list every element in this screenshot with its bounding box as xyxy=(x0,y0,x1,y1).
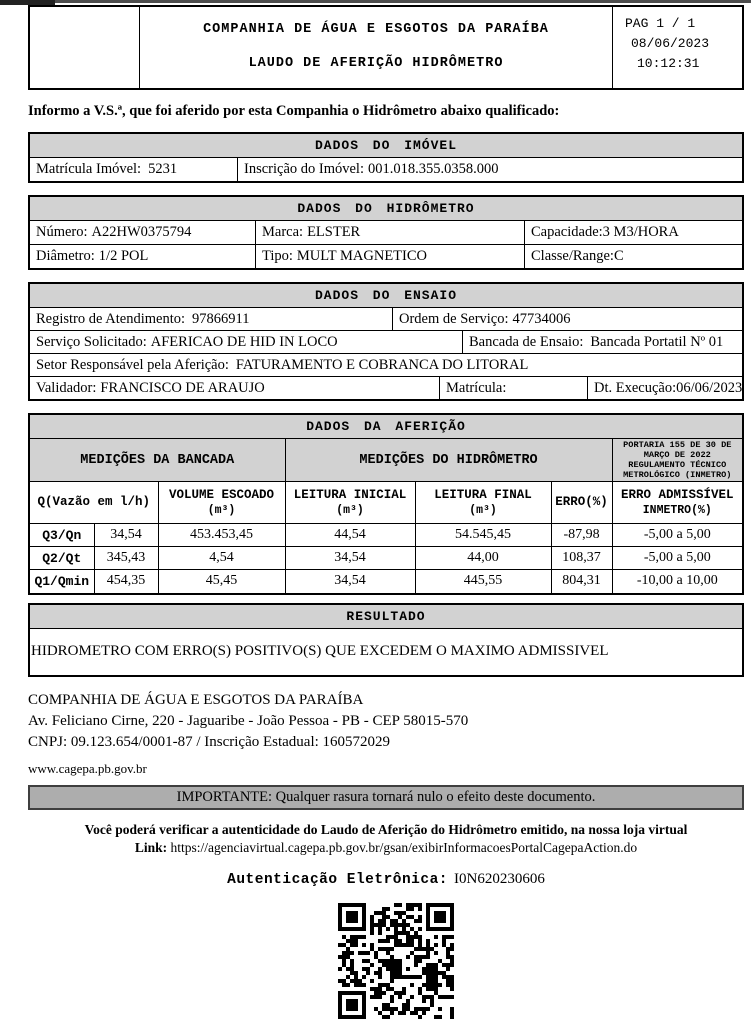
table-row xyxy=(30,330,742,353)
field-value: Bancada Portatil Nº 01 xyxy=(590,333,724,350)
field-label: Matrícula Imóvel: xyxy=(36,161,142,177)
table-row xyxy=(30,244,742,268)
page-number: PAG 1 / 1 xyxy=(625,16,696,31)
row-label: Q3/Qn xyxy=(30,524,94,547)
col-header-unit: (m³) xyxy=(469,503,497,517)
authentication-label: Autenticação Eletrônica: xyxy=(227,871,448,888)
document-page xyxy=(28,3,744,1024)
company-cnpj: CNPJ: 09.123.654/0001-87 / Inscrição Estadual: 160572029 xyxy=(28,733,391,750)
authentication-line xyxy=(28,870,744,888)
cell-vazao: 454,35 xyxy=(94,570,158,593)
page-info-block xyxy=(612,7,742,88)
field-label: Validador: xyxy=(36,379,97,396)
table-row xyxy=(30,308,742,330)
verification-block xyxy=(28,821,744,857)
field-matricula-validador xyxy=(439,377,587,399)
authentication-code: I0N620230606 xyxy=(454,870,545,887)
cell-erro: -87,98 xyxy=(551,524,612,547)
col-header-erro-admissivel xyxy=(612,482,742,524)
field-value: 001.018.355.0358.000 xyxy=(368,161,499,177)
report-title: LAUDO DE AFERIÇÃO HIDRÔMETRO xyxy=(248,56,504,71)
cell-erro-admissivel: -10,00 a 10,00 xyxy=(612,570,742,593)
report-date: 08/06/2023 xyxy=(631,36,710,51)
cell-erro-admissivel: -5,00 a 5,00 xyxy=(612,547,742,570)
field-servico-solicitado xyxy=(30,331,462,353)
section-dados-hidrometro xyxy=(28,195,744,270)
section-dados-afericao xyxy=(28,413,744,595)
company-name: COMPANHIA DE ÁGUA E ESGOTOS DA PARAÍBA xyxy=(28,691,364,708)
field-value: 1/2 POL xyxy=(98,248,149,264)
cell-volume: 45,45 xyxy=(158,570,285,593)
field-label: Inscrição do Imóvel: xyxy=(244,161,364,177)
field-label: Registro de Atendimento: xyxy=(36,310,186,327)
link-url: https://agenciavirtual.cagepa.pb.gov.br/gsan/exibirInformacoesPortalCagepaAction.do xyxy=(170,839,638,855)
field-matricula-imovel xyxy=(30,158,237,181)
field-registro-atendimento xyxy=(30,308,392,330)
cell-leitura-final: 54.545,45 xyxy=(415,524,551,547)
field-ordem-servico xyxy=(392,308,742,330)
group-portaria-note: PORTARIA 155 DE 30 DE MARÇO DE 2022 REGULAMENTO TÉCNICO METROLÓGICO (INMETRO) xyxy=(612,439,742,482)
row-label: Q1/Qmin xyxy=(30,570,94,593)
field-label: Diâmetro: xyxy=(36,248,95,264)
field-bancada-ensaio xyxy=(462,331,742,353)
section-dados-ensaio xyxy=(28,282,744,401)
field-validador xyxy=(30,377,439,399)
col-header-erro: ERRO(%) xyxy=(551,482,612,524)
field-label: Serviço Solicitado: xyxy=(36,333,147,350)
document-header xyxy=(28,5,744,90)
cell-vazao: 345,43 xyxy=(94,547,158,570)
field-value: MULT MAGNETICO xyxy=(296,248,428,264)
company-website: www.cagepa.pb.gov.br xyxy=(28,760,147,776)
col-header-unit: (m³) xyxy=(207,503,236,517)
field-value: 5231 xyxy=(148,161,178,177)
section-title: DADOS DO HIDRÔMETRO xyxy=(30,197,742,221)
table-row-q2 xyxy=(30,547,742,570)
field-value: 47734006 xyxy=(512,310,571,327)
group-medicoes-hidrometro: MEDIÇÕES DO HIDRÔMETRO xyxy=(285,439,612,482)
col-header-label: LEITURA FINAL xyxy=(434,487,532,502)
cell-leitura-inicial: 44,54 xyxy=(285,524,415,547)
field-data-execucao xyxy=(587,377,742,399)
section-title: DADOS DO ENSAIO xyxy=(30,284,742,308)
field-classe-range xyxy=(524,245,742,268)
field-label: Setor Responsável pela Aferição: xyxy=(36,356,229,373)
verification-text: Você poderá verificar a autenticidade do Laudo de Aferição do Hidrômetro emitido, na nossa loja virtual xyxy=(84,821,688,837)
section-title: DADOS DA AFERIÇÃO xyxy=(30,415,742,439)
cell-erro: 804,31 xyxy=(551,570,612,593)
field-value: ELSTER xyxy=(307,224,361,240)
table-row-q1 xyxy=(30,570,742,593)
cell-volume: 453.453,45 xyxy=(158,524,285,547)
resultado-text: HIDROMETRO COM ERRO(S) POSITIVO(S) QUE EXCEDEM O MAXIMO ADMISSIVEL xyxy=(31,643,609,659)
section-title: RESULTADO xyxy=(30,605,742,629)
field-setor-responsavel xyxy=(30,354,742,376)
field-label: Matrícula: xyxy=(446,379,507,396)
field-value: 06/06/2023 xyxy=(676,379,742,396)
company-info-block xyxy=(28,690,744,779)
field-label: Número: xyxy=(36,224,88,240)
table-row-q3 xyxy=(30,524,742,547)
field-label: Ordem de Serviço: xyxy=(399,310,509,327)
col-header-leitura-final xyxy=(415,482,551,524)
importante-banner: IMPORTANTE: Qualquer rasura tornará nulo o efeito deste documento. xyxy=(28,785,744,810)
field-label: Tipo: xyxy=(262,248,293,264)
logo-placeholder xyxy=(30,7,140,88)
col-header-label: ERRO ADMISSÍVEL xyxy=(621,487,734,502)
link-label: Link: xyxy=(134,839,168,855)
section-resultado xyxy=(28,603,744,677)
table-row xyxy=(30,221,742,244)
column-header-row xyxy=(30,482,742,524)
field-marca xyxy=(255,221,524,244)
field-value: 3 M3/HORA xyxy=(602,224,679,240)
row-label: Q2/Qt xyxy=(30,547,94,570)
table-row xyxy=(30,353,742,376)
section-title: DADOS DO IMÓVEL xyxy=(30,134,742,158)
afericao-table xyxy=(30,439,742,593)
document-title-block xyxy=(140,7,612,88)
group-medicoes-bancada: MEDIÇÕES DA BANCADA xyxy=(30,439,285,482)
cell-leitura-inicial: 34,54 xyxy=(285,547,415,570)
col-header-label: LEITURA INICIAL xyxy=(293,487,407,502)
field-value: 97866911 xyxy=(192,310,250,327)
field-capacidade xyxy=(524,221,742,244)
cell-leitura-final: 445,55 xyxy=(415,570,551,593)
field-label: Bancada de Ensaio: xyxy=(469,333,584,350)
field-value: FATURAMENTO E COBRANCA DO LITORAL xyxy=(235,356,529,373)
cell-vazao: 34,54 xyxy=(94,524,158,547)
company-address: Av. Feliciano Cirne, 220 - Jaguaribe - João Pessoa - PB - CEP 58015-570 xyxy=(28,712,469,729)
cell-volume: 4,54 xyxy=(158,547,285,570)
col-header-label: VOLUME ESCOADO xyxy=(169,487,275,502)
cell-leitura-final: 44,00 xyxy=(415,547,551,570)
field-numero xyxy=(30,221,255,244)
col-header-volume-escoado xyxy=(158,482,285,524)
field-inscricao-imovel xyxy=(237,158,742,181)
field-value: A22HW0375794 xyxy=(91,224,192,240)
cell-erro: 108,37 xyxy=(551,547,612,570)
qr-code-container xyxy=(28,903,744,1024)
field-value: AFERICAO DE HID IN LOCO xyxy=(150,333,338,350)
col-header-vazao: Q(Vazão em l/h) xyxy=(30,482,158,524)
field-label: Classe/Range: xyxy=(531,248,614,264)
field-label: Capacidade: xyxy=(531,224,603,240)
field-tipo xyxy=(255,245,524,268)
intro-text: Informo a V.S.ª, que foi aferido por esta Companhia o Hidrômetro abaixo qualificado: xyxy=(28,103,560,119)
col-header-unit: INMETRO(%) xyxy=(642,503,712,517)
col-header-leitura-inicial xyxy=(285,482,415,524)
report-time: 10:12:31 xyxy=(637,56,700,71)
cell-erro-admissivel: -5,00 a 5,00 xyxy=(612,524,742,547)
field-value: FRANCISCO DE ARAUJO xyxy=(100,379,265,396)
cell-leitura-inicial: 34,54 xyxy=(285,570,415,593)
field-value: C xyxy=(613,248,624,264)
company-title: COMPANHIA DE ÁGUA E ESGOTOS DA PARAÍBA xyxy=(203,22,549,37)
field-label: Marca: xyxy=(262,224,304,240)
table-row xyxy=(30,376,742,399)
field-label: Dt. Execução: xyxy=(594,379,677,396)
col-header-unit: (m³) xyxy=(336,503,364,517)
section-dados-imovel xyxy=(28,132,744,183)
qr-code xyxy=(338,903,454,1019)
table-row xyxy=(30,158,742,181)
field-diametro xyxy=(30,245,255,268)
group-header-row xyxy=(30,439,742,482)
